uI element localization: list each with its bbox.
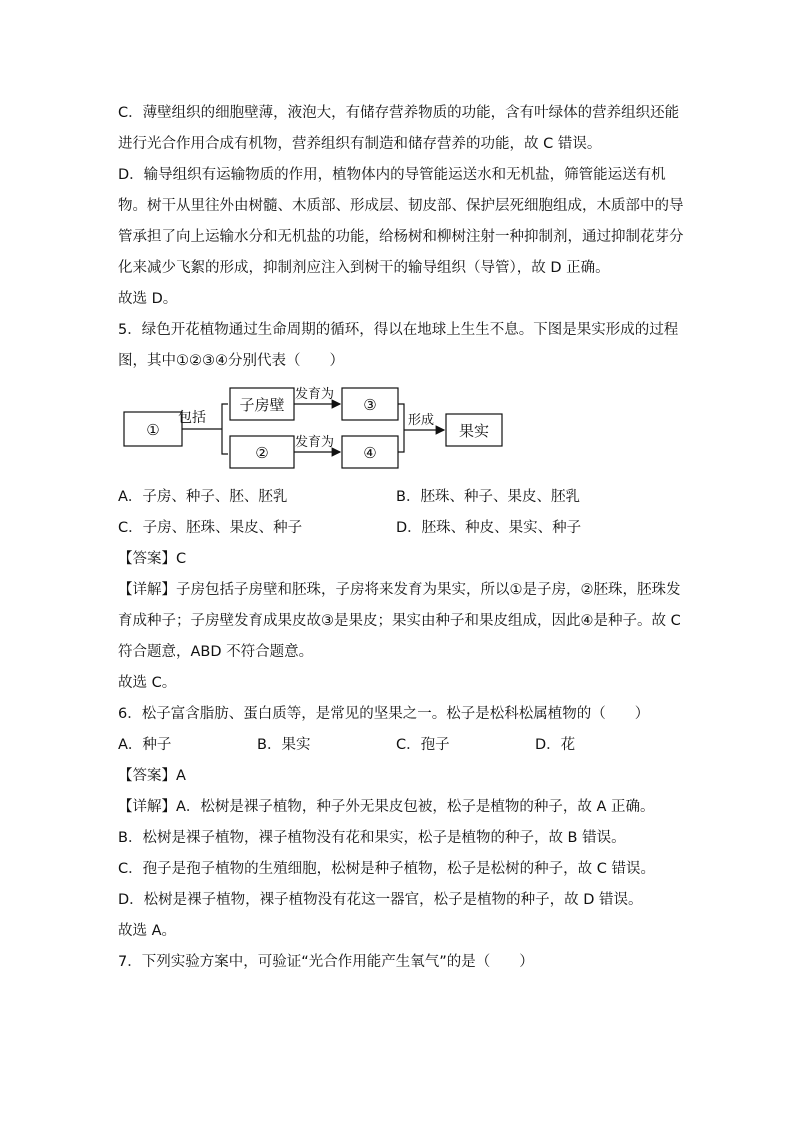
option-d-explanation-line: D．输导组织有运输物质的作用，植物体内的导管能运送水和无机盐，筛管能运送有机 [118,167,666,183]
right-bracket [398,404,404,452]
form-label: 形成 [408,413,435,428]
question-6-option-d: D．花 [535,737,576,753]
question-5-option-c: C．子房、胚珠、果皮、种子 [118,520,303,536]
question-5-option-b: B．胚珠、种子、果皮、胚乳 [396,489,580,505]
option-c-explanation-line: C．薄壁组织的细胞壁薄，液泡大，有储存营养物质的功能，含有叶绿体的营养组织还能 [118,105,680,121]
question-5-explanation-line: 符合题意，ABD 不符合题意。 [118,644,314,660]
diagram-box-1-label: ① [146,421,160,439]
question-6-explanation-line: C．孢子是孢子植物的生殖细胞，松树是种子植物，松子是松树的种子，故 C 错误。 [118,861,655,877]
diagram-box-4-label: ④ [363,444,377,462]
question-6-option-b: B．果实 [257,737,311,753]
option-d-explanation-line: 管承担了向上运输水分和无机盐的功能，给杨树和柳树注射一种抑制剂，通过抑制花芽分 [118,229,684,245]
question-5-stem: 5．绿色开花植物通过生命周期的循环，得以在地球上生生不息。下图是果实形成的过程 [118,322,679,338]
left-bracket [222,404,228,454]
include-label: 包括 [178,410,206,426]
question-6-explanation-line: D．松树是裸子植物，裸子植物没有花这一器官，松子是植物的种子，故 D 错误。 [118,892,643,908]
choose-line: 故选 D。 [118,291,178,307]
question-5-stem: 图，其中①②③④分别代表（ ） [118,353,344,369]
fruit-label: 果实 [458,422,490,440]
question-5-option-a: A．子房、种子、胚、胚乳 [118,489,288,505]
question-5-answer: 【答案】C [118,551,187,567]
ovary-wall-label: 子房壁 [239,396,285,414]
question-5-explanation-line: 【详解】子房包括子房壁和胚珠，子房将来发育为果实，所以①是子房，②胚珠，胚珠发 [118,582,681,598]
option-c-explanation-line: 进行光合作用合成有机物，营养组织有制造和储存营养的功能，故 C 错误。 [118,136,602,152]
question-6-stem: 6．松子富含脂肪、蛋白质等，是常见的坚果之一。松子是松科松属植物的（ ） [118,706,650,722]
question-6-explanation-line: B．松树是裸子植物，裸子植物没有花和果实，松子是植物的种子，故 B 错误。 [118,830,626,846]
question-6-option-c: C．孢子 [396,737,450,753]
question-5-explanation-line: 育成种子；子房壁发育成果皮故③是果皮；果实由种子和果皮组成，因此④是种子。故 C [118,613,681,629]
question-5-choose: 故选 C。 [118,675,177,691]
question-6-option-a: A．种子 [118,737,172,753]
option-d-explanation-line: 物。树干从里往外由树髓、木质部、形成层、韧皮部、保护层死细胞组成，木质部中的导 [118,198,684,214]
fruit-formation-diagram [118,380,518,480]
question-6-choose: 故选 A。 [118,923,177,939]
question-7-stem: 7．下列实验方案中，可验证“光合作用能产生氧气”的是（ ） [118,954,534,970]
develop-label-2: 发育为 [295,435,335,450]
question-5-option-d: D．胚珠、种皮、果实、种子 [396,520,582,536]
diagram-box-3-label: ③ [363,396,377,414]
develop-label-1: 发育为 [295,387,335,402]
question-6-explanation-line: 【详解】A．松树是裸子植物，种子外无果皮包被，松子是植物的种子，故 A 正确。 [118,799,655,815]
question-6-answer: 【答案】A [118,768,186,784]
option-d-explanation-line: 化来减少飞絮的形成，抑制剂应注入到树干的输导组织（导管），故 D 正确。 [118,260,610,276]
diagram-box-2-label: ② [255,444,269,462]
